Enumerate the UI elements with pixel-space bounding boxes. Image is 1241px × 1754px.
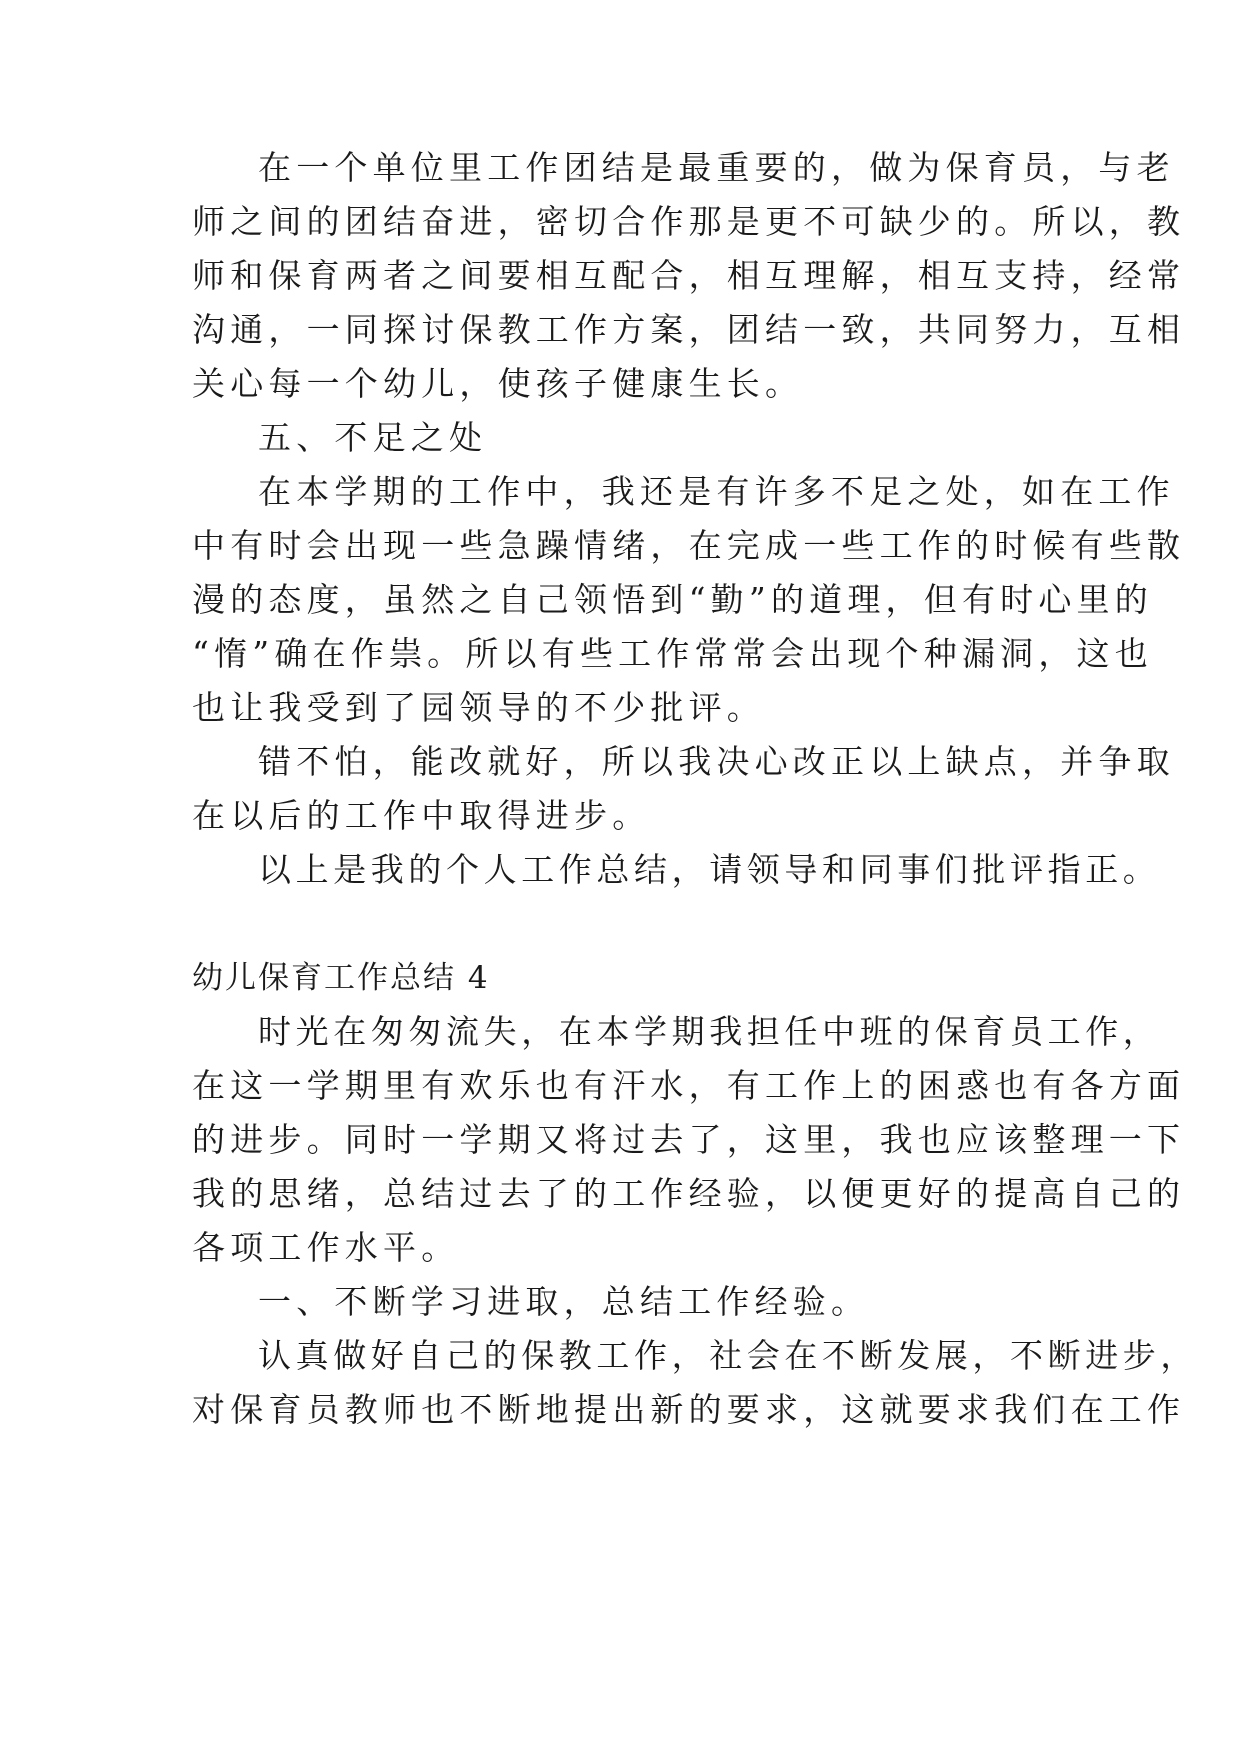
paragraph-line: 对保育员教师也不断地提出新的要求，这就要求我们在工作 [192, 1390, 1186, 1429]
paragraph-line: 师之间的团结奋进，密切合作那是更不可缺少的。所以，教 [192, 202, 1186, 241]
paragraph-line: 在以后的工作中取得进步。 [192, 796, 651, 835]
document-title: 幼儿保育工作总结 4 [192, 960, 490, 996]
paragraph-line: 的进步。同时一学期又将过去了，这里，我也应该整理一下 [192, 1120, 1186, 1159]
paragraph-line: 错不怕，能改就好，所以我决心改正以上缺点，并争取 [258, 742, 1175, 781]
paragraph-line: 关心每一个幼儿，使孩子健康生长。 [192, 364, 804, 403]
paragraph-line: 我的思绪，总结过去了的工作经验，以便更好的提高自己的 [192, 1174, 1186, 1213]
section-heading: 一、不断学习进取，总结工作经验。 [258, 1282, 870, 1321]
paragraph-line: 以上是我的个人工作总结，请领导和同事们批评指正。 [258, 850, 1161, 889]
paragraph-line: 也让我受到了园领导的不少批评。 [192, 688, 765, 727]
section-heading: 五、不足之处 [258, 418, 488, 457]
paragraph-line: 在一个单位里工作团结是最重要的，做为保育员，与老 [258, 148, 1175, 187]
paragraph-line: 师和保育两者之间要相互配合，相互理解，相互支持，经常 [192, 256, 1186, 295]
paragraph-line: 认真做好自己的保教工作，社会在不断发展，不断进步， [258, 1336, 1198, 1375]
paragraph-line: 各项工作水平。 [192, 1228, 460, 1267]
paragraph-line: 沟通，一同探讨保教工作方案，团结一致，共同努力，互相 [192, 310, 1186, 349]
paragraph-line: 中有时会出现一些急躁情绪，在完成一些工作的时候有些散 [192, 526, 1186, 565]
paragraph-line: 漫的态度，虽然之自己领悟到“勤”的道理，但有时心里的 [192, 580, 1153, 619]
paragraph-line: 在这一学期里有欢乐也有汗水，有工作上的困惑也有各方面 [192, 1066, 1186, 1105]
paragraph-line: 在本学期的工作中，我还是有许多不足之处，如在工作 [258, 472, 1175, 511]
paragraph-line: “惰”确在作祟。所以有些工作常常会出现个种漏洞，这也 [192, 634, 1153, 673]
paragraph-line: 时光在匆匆流失，在本学期我担任中班的保育员工作， [258, 1012, 1161, 1051]
